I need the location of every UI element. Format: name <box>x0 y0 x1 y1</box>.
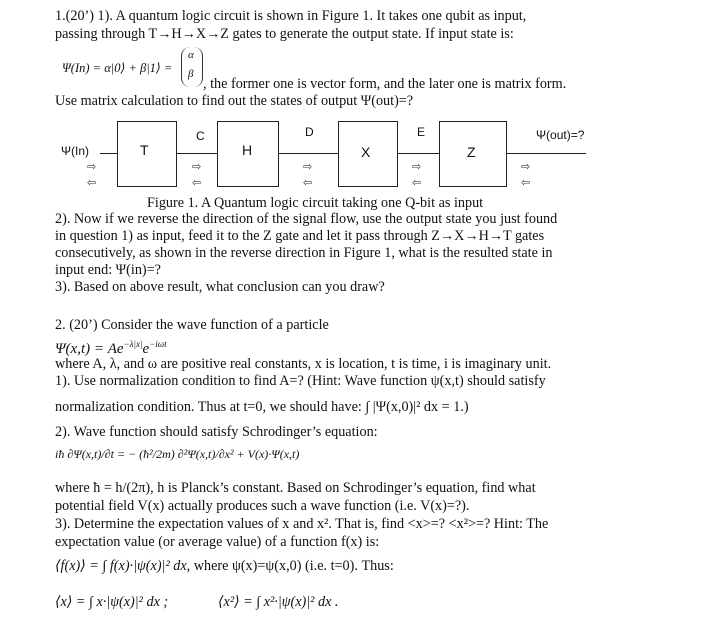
psi-in-label: Ψ(In) <box>61 144 90 158</box>
state-equation: Ψ(In) = α|0⟩ + β|1⟩ = <box>62 61 173 75</box>
q1-line-1: 1.(20’) 1). A quantum logic circuit is shown in Figure 1. It takes one qubit as input, <box>55 8 527 24</box>
figure-caption: Figure 1. A Quantum logic circuit taking one Q-bit as input <box>147 195 484 211</box>
connector-c: C <box>196 129 205 143</box>
q1b-line-4: input end: Ψ(in)=? <box>55 262 161 278</box>
q1b-line-1: 2). Now if we reverse the direction of the signal flow, use the output state you just found <box>55 211 558 227</box>
q1-line-3: , the former one is vector form, and the later one is matrix form. <box>203 76 567 92</box>
q2-line-7: potential field V(x) actually produces such a wave function (i.e. V(x)=?). <box>55 498 470 514</box>
wire-in <box>100 153 117 154</box>
reverse-arrow-icon: ⇦ <box>412 176 422 189</box>
wave-exp2: −iωt <box>149 339 167 349</box>
reverse-arrow-icon: ⇦ <box>303 176 313 189</box>
wave-function <box>55 336 167 358</box>
q2-line-4: normalization condition. Thus at t=0, we should have: ∫ |Ψ(x,0)|² dx = 1.) <box>55 399 469 415</box>
q2-line-2: where A, λ, and ω are positive real constants, x is location, t is time, i is imaginary unit. <box>55 356 552 372</box>
q2-line-9: expectation value (or average value) of a function f(x) is: <box>55 534 380 550</box>
q2-line-8: 3). Determine the expectation values of x and x². That is, find <x>=? <x²>=? Hint: The <box>55 516 549 532</box>
expectation-def <box>55 558 394 575</box>
vector-beta: β <box>188 68 194 80</box>
reverse-arrow-icon: ⇦ <box>192 176 202 189</box>
forward-arrow-icon: ⇨ <box>412 160 422 173</box>
forward-arrow-icon: ⇨ <box>192 160 202 173</box>
state-vector <box>181 47 203 87</box>
wire-d <box>278 153 338 154</box>
forward-arrow-icon: ⇨ <box>521 160 531 173</box>
schrodinger-equation: iħ ∂Ψ(x,t)/∂t = − (ħ²/2m) ∂²Ψ(x,t)/∂x² + V(x)·Ψ(x,t) <box>55 447 300 461</box>
q1-line-2: passing through T→H→X→Z gates to generate the output state. If input state is: <box>55 26 514 42</box>
reverse-arrow-icon: ⇦ <box>87 176 97 189</box>
wire-out <box>506 153 586 154</box>
psi-out-label: Ψ(out)=? <box>536 128 585 142</box>
expectation-formula: ⟨f(x)⟩ = ∫ f(x)·|ψ(x)|² dx <box>55 558 187 574</box>
q1b-line-2: in question 1) as input, feed it to the Z gate and let it pass through Z→X→H→T gates <box>55 228 545 244</box>
gate-z-label: Z <box>467 144 476 160</box>
expectation-x: ⟨x⟩ = ∫ x·|ψ(x)|² dx ; <box>55 594 169 610</box>
wire-e <box>397 153 439 154</box>
connector-e: E <box>417 125 426 139</box>
reverse-arrow-icon: ⇦ <box>521 176 531 189</box>
q1b-line-5: 3). Based on above result, what conclusion can you draw? <box>55 279 385 295</box>
gate-h-label: H <box>242 142 253 158</box>
forward-arrow-icon: ⇨ <box>303 160 313 173</box>
q1-line-4: Use matrix calculation to find out the states of output Ψ(out)=? <box>55 93 414 109</box>
q2-line-6: where ħ = h/(2π), h is Planck’s constant. Based on Schrodinger’s equation, find what <box>55 480 536 496</box>
expectation-x2: ⟨x²⟩ = ∫ x²·|ψ(x)|² dx . <box>218 594 339 610</box>
q1b-line-3: consecutively, as shown in the reverse direction in Figure 1, what is the resulted state in <box>55 245 553 261</box>
wave-eq: Ψ(x,t) = Ae <box>55 341 124 357</box>
vector-alpha: α <box>188 49 194 61</box>
q2-line-5: 2). Wave function should satisfy Schrodinger’s equation: <box>55 424 378 440</box>
wave-e2: e <box>142 341 150 357</box>
wave-exp: −λ|x| <box>123 339 143 349</box>
expectation-note: , where ψ(x)=ψ(x,0) (i.e. t=0). Thus: <box>186 558 394 574</box>
q2-line-1: 2. (20’) Consider the wave function of a particle <box>55 317 329 333</box>
gate-t-label: T <box>140 142 149 158</box>
gate-x-label: X <box>361 144 371 160</box>
connector-d: D <box>305 125 314 139</box>
forward-arrow-icon: ⇨ <box>87 160 97 173</box>
wire-c <box>176 153 217 154</box>
q2-line-3: 1). Use normalization condition to find A=? (Hint: Wave function ψ(x,t) should satisfy <box>55 373 546 389</box>
